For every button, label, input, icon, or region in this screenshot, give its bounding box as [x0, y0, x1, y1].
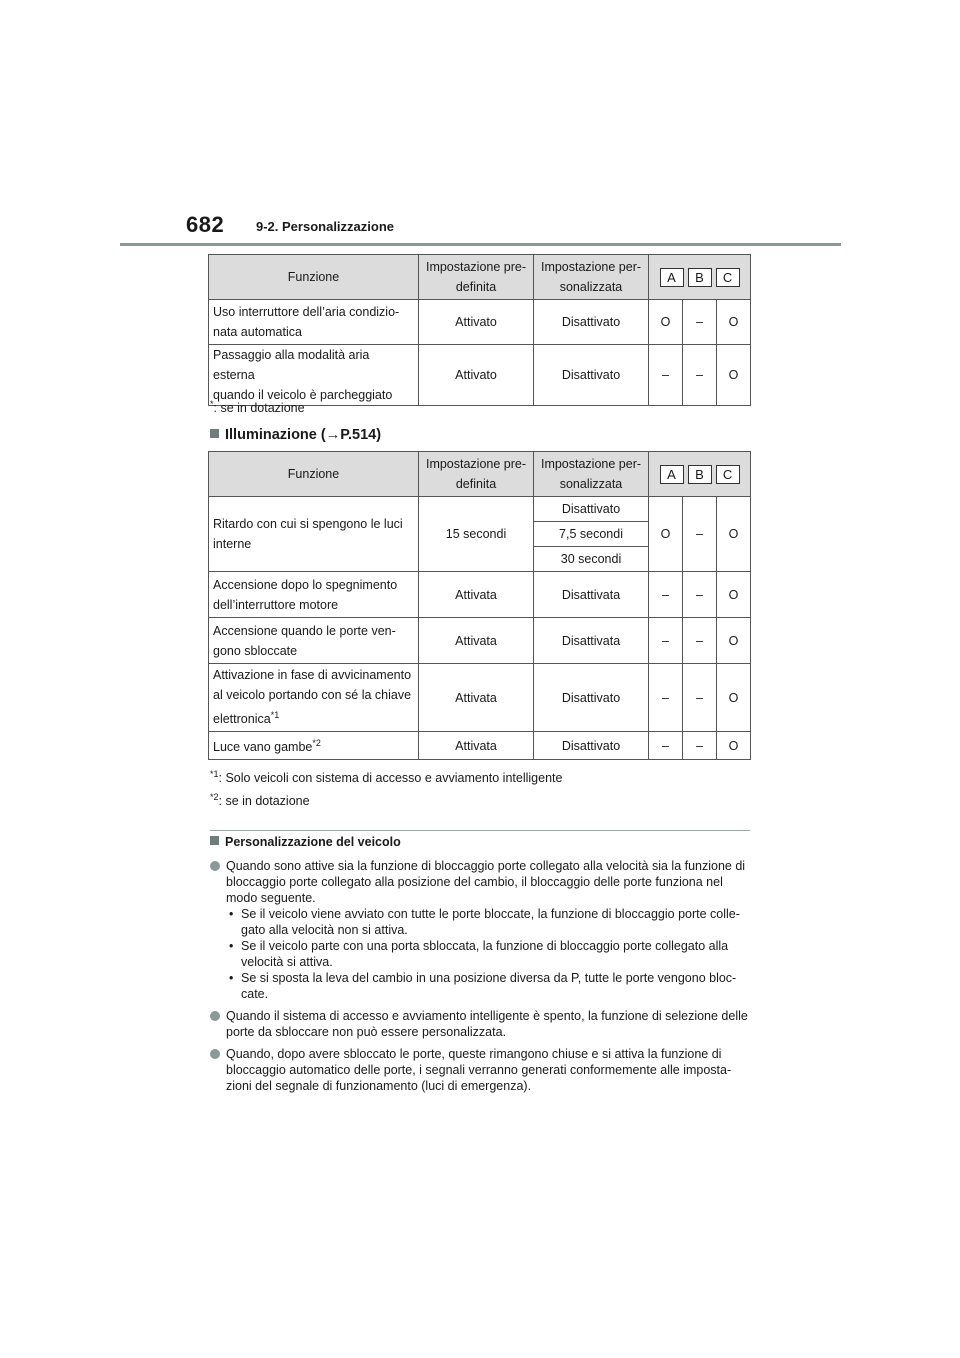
personal-cell: Disattivato: [534, 732, 649, 760]
predef-cell: Attivata: [419, 618, 534, 664]
a-cell: O: [649, 497, 683, 572]
col-funzione: Funzione: [209, 452, 419, 497]
predef-cell: 15 secondi: [419, 497, 534, 572]
table-row: [209, 345, 751, 406]
c-cell: O: [717, 345, 751, 406]
col-personalizzata: Impostazione per- sonalizzata: [534, 452, 649, 497]
a-cell: O: [649, 300, 683, 345]
label-a: A: [660, 268, 684, 287]
b-cell: –: [683, 572, 717, 618]
square-bullet-icon: [210, 429, 219, 438]
funzione-cell: Luce vano gambe$^{*2}$: [209, 732, 419, 760]
label-a: A: [660, 465, 684, 484]
square-bullet-icon: [210, 836, 219, 845]
table-row: [209, 618, 751, 664]
table-row: [209, 300, 751, 345]
table-illuminazione: [208, 451, 751, 760]
option-cell: Disattivato: [534, 497, 649, 522]
personal-cell: Disattivata: [534, 618, 649, 664]
b-cell: –: [683, 345, 717, 406]
b-cell: –: [683, 732, 717, 760]
table-row: [209, 572, 751, 618]
table2-footnote-2: $^{*2}$: se in dotazione: [210, 792, 310, 809]
b-cell: –: [683, 497, 717, 572]
label-b: B: [688, 465, 712, 484]
funzione-cell: Passaggio alla modalità aria esterna quando il veicolo è parcheggiato: [209, 345, 419, 406]
info-bullet: [210, 1008, 750, 1040]
predef-cell: Attivato: [419, 345, 534, 406]
table-row: [209, 497, 751, 522]
personal-cell: Disattivato: [534, 664, 649, 732]
funzione-cell: Accensione dopo lo spegnimento dell’interruttore motore: [209, 572, 419, 618]
a-cell: –: [649, 732, 683, 760]
c-cell: O: [717, 664, 751, 732]
col-predefinita: Impostazione pre- definita: [419, 452, 534, 497]
circle-bullet-icon: [210, 861, 220, 871]
c-cell: O: [717, 497, 751, 572]
label-b: B: [688, 268, 712, 287]
col-funzione: Funzione: [209, 255, 419, 300]
table-header: [209, 255, 751, 300]
circle-bullet-icon: [210, 1011, 220, 1021]
info-section: [210, 834, 750, 1100]
table2-footnote-1: $^{*1}$: Solo veicoli con sistema di accesso e avviamento intelligente: [210, 769, 563, 786]
paragraph: Quando sono attive sia la funzione di bloccaggio porte collegato alla velocità sia la funzione di bloccaggio porte collegato alla posizione del cambio, il bloccaggio delle porte funziona nel modo seguente.: [226, 859, 746, 905]
sub-bullet: • Se si sposta la leva del cambio in una posizione diversa da P, tutte le porte vengono bloc-cate.: [229, 971, 737, 1001]
table-header: [209, 452, 751, 497]
sub-bullet: • Se il veicolo parte con una porta sbloccata, la funzione di bloccaggio porte collegato alla velocità si attiva.: [229, 939, 729, 969]
table-row: [209, 664, 751, 732]
personal-cell: Disattivata: [534, 572, 649, 618]
c-cell: O: [717, 300, 751, 345]
col-predefinita: Impostazione pre- definita: [419, 255, 534, 300]
section-title: 9-2. Personalizzazione: [256, 219, 394, 234]
col-abc: [649, 255, 751, 300]
table1-footnote: *: se in dotazione: [210, 399, 305, 416]
circle-bullet-icon: [210, 1049, 220, 1059]
c-cell: O: [717, 732, 751, 760]
label-c: C: [716, 465, 740, 484]
b-cell: –: [683, 618, 717, 664]
c-cell: O: [717, 572, 751, 618]
b-cell: –: [683, 664, 717, 732]
c-cell: O: [717, 618, 751, 664]
predef-cell: Attivata: [419, 732, 534, 760]
info-bullet: [210, 858, 750, 1002]
funzione-cell: Accensione quando le porte ven- gono sbloccate: [209, 618, 419, 664]
b-cell: –: [683, 300, 717, 345]
separator: [210, 830, 750, 831]
label-c: C: [716, 268, 740, 287]
sub-bullet: • Se il veicolo viene avviato con tutte le porte bloccate, la funzione di bloccaggio porte colle-gato alla velocità non si attiva.: [229, 907, 740, 937]
funzione-cell: Attivazione in fase di avvicinamento al veicolo portando con sé la chiave elettronica$^{*1}$: [209, 664, 419, 732]
predef-cell: Attivata: [419, 664, 534, 732]
funzione-cell: Ritardo con cui si spengono le luci interne: [209, 497, 419, 572]
paragraph: Quando, dopo avere sbloccato le porte, queste rimangono chiuse e si attiva la funzione di bloccaggio automatico delle porte, i segnali verranno generati conformemente alle imposta-zioni del segnale di funzionamento (luci di emergenza).: [226, 1047, 732, 1093]
option-cell: 30 secondi: [534, 547, 649, 572]
page-number: 682: [186, 212, 225, 237]
info-title: Personalizzazione del veicolo: [210, 834, 750, 850]
info-bullet: [210, 1046, 750, 1094]
predef-cell: Attivata: [419, 572, 534, 618]
paragraph: Quando il sistema di accesso e avviamento intelligente è spento, la funzione di selezione delle porte da sbloccare non può essere personalizzata.: [226, 1009, 748, 1039]
option-cell: 7,5 secondi: [534, 522, 649, 547]
col-abc: [649, 452, 751, 497]
table-climate: [208, 254, 751, 406]
a-cell: –: [649, 664, 683, 732]
personal-cell: Disattivato: [534, 300, 649, 345]
table-row: [209, 732, 751, 760]
funzione-cell: Uso interruttore dell’aria condizio- nata automatica: [209, 300, 419, 345]
a-cell: –: [649, 345, 683, 406]
illuminazione-heading: Illuminazione (→P.514): [210, 427, 381, 443]
personal-cell: Disattivato: [534, 345, 649, 406]
a-cell: –: [649, 572, 683, 618]
col-personalizzata: Impostazione per- sonalizzata: [534, 255, 649, 300]
a-cell: –: [649, 618, 683, 664]
header-rule: [120, 243, 841, 246]
predef-cell: Attivato: [419, 300, 534, 345]
